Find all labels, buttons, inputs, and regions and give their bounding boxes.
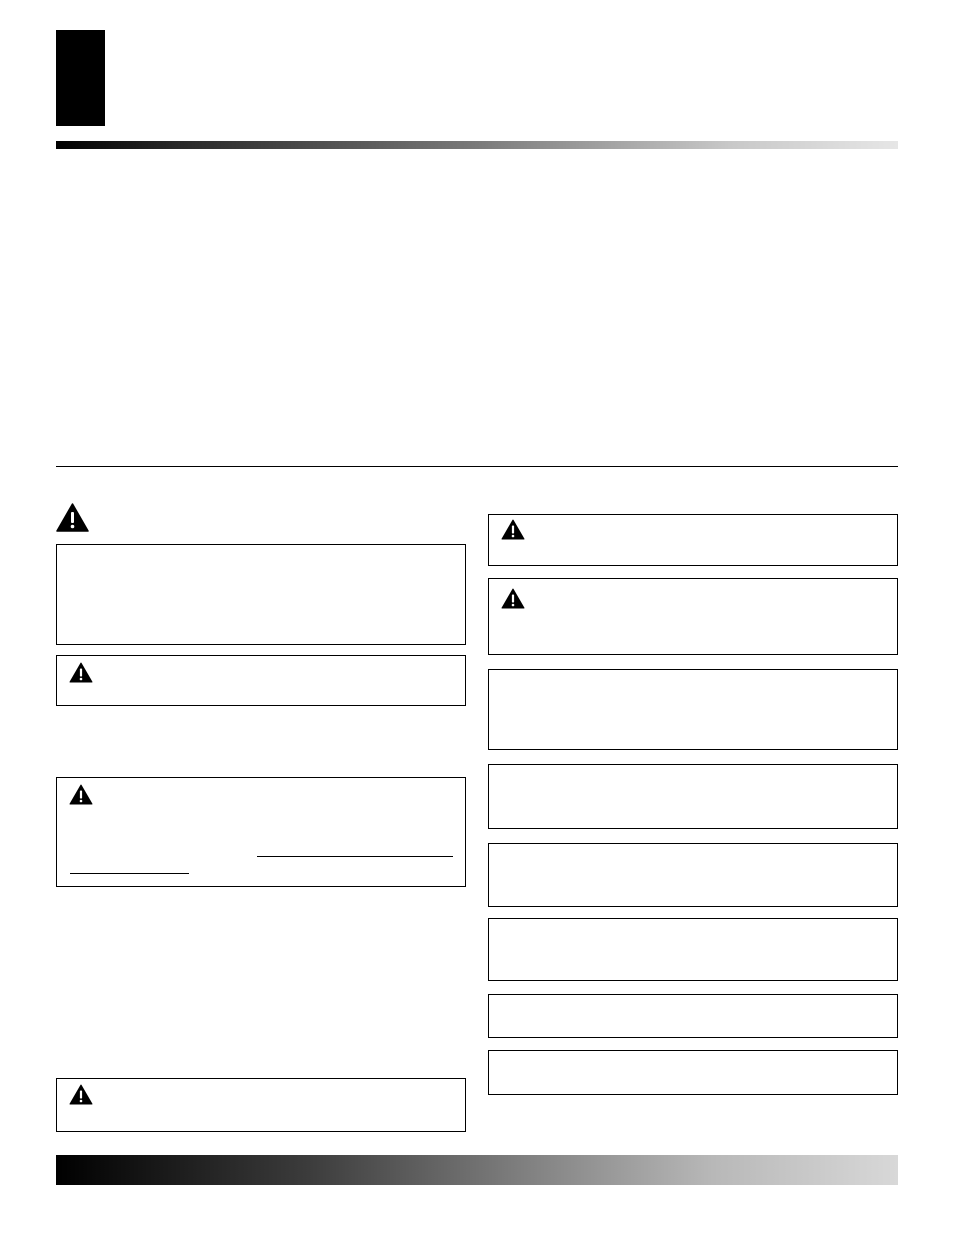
warning-triangle-icon	[501, 588, 525, 609]
notice-box	[488, 843, 898, 907]
warning-triangle-icon	[69, 784, 93, 805]
notice-box	[488, 764, 898, 829]
notice-box	[488, 918, 898, 981]
warning-triangle-icon	[69, 662, 93, 683]
underlined-phrase-line	[70, 873, 189, 874]
warning-triangle-icon	[56, 503, 89, 532]
notice-box	[488, 578, 898, 655]
warning-box	[56, 544, 466, 645]
notice-box	[488, 514, 898, 566]
footer-gradient-bar	[56, 1155, 898, 1185]
warning-box	[56, 655, 466, 706]
notice-box	[488, 669, 898, 750]
warning-box	[56, 777, 466, 887]
notice-box	[488, 994, 898, 1038]
warning-triangle-icon	[501, 519, 525, 540]
section-divider	[56, 466, 898, 467]
warning-box	[56, 1078, 466, 1132]
header-gradient-rule	[56, 141, 898, 149]
underlined-phrase-line	[257, 856, 453, 857]
notice-box	[488, 1050, 898, 1095]
chapter-tab	[56, 30, 105, 126]
warning-triangle-icon	[69, 1084, 93, 1105]
